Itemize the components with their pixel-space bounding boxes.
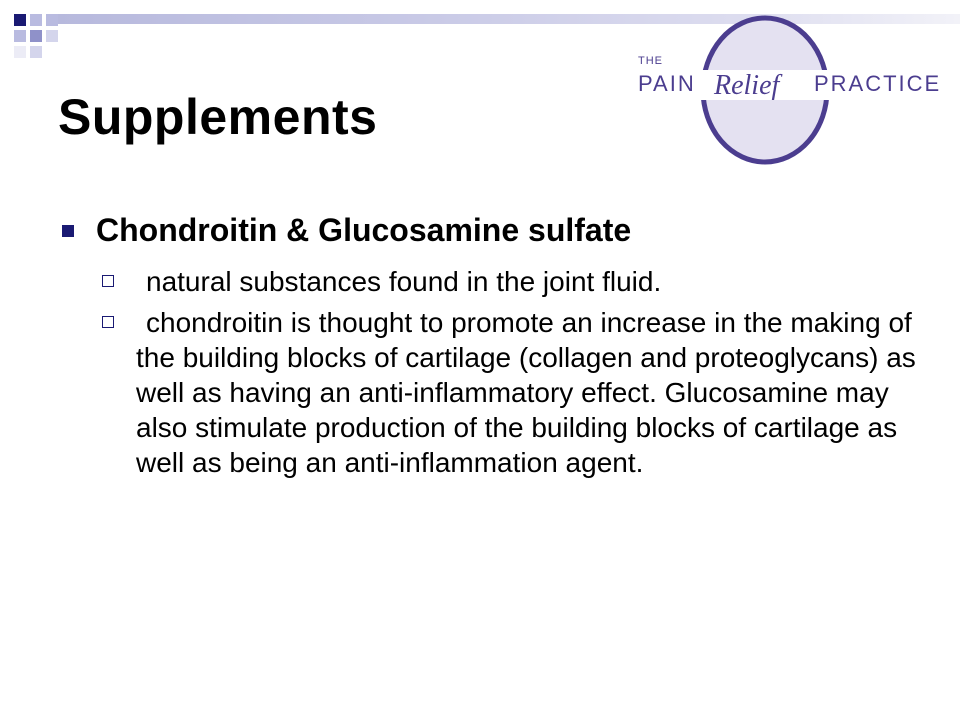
logo-pain: PAIN bbox=[638, 71, 696, 96]
slide-title: Supplements bbox=[58, 89, 378, 145]
deco-square bbox=[46, 30, 58, 42]
bullet-level2 bbox=[102, 264, 922, 299]
slide-body bbox=[62, 208, 922, 480]
deco-square bbox=[14, 46, 26, 58]
deco-square bbox=[14, 30, 26, 42]
logo-the: THE bbox=[638, 55, 663, 67]
deco-square bbox=[30, 30, 42, 42]
logo-relief: Relief bbox=[714, 70, 780, 101]
deco-square bbox=[46, 14, 58, 26]
pain-relief-practice-logo bbox=[634, 14, 942, 164]
hollow-square-icon bbox=[102, 316, 114, 328]
deco-square bbox=[14, 14, 26, 26]
bullet-level2-text: chondroitin is thought to promote an increase in the making of the building blocks of cartilage (collagen and proteoglycans) as well as having an anti-inflammatory effect. Glucosamine may also stimulate production of the building blocks of cartilage as well as being an anti-inflammation agent. bbox=[136, 307, 916, 478]
bullet-level2 bbox=[102, 305, 922, 480]
bullet-level1 bbox=[62, 208, 922, 252]
bullet-level1-text: Chondroitin & Glucosamine sulfate bbox=[96, 212, 632, 248]
hollow-square-icon bbox=[102, 275, 114, 287]
logo-practice: PRACTICE bbox=[814, 71, 942, 96]
deco-square bbox=[30, 14, 42, 26]
bullet-level2-text: natural substances found in the joint fluid. bbox=[146, 266, 662, 297]
deco-square bbox=[30, 46, 42, 58]
filled-square-icon bbox=[62, 225, 74, 237]
